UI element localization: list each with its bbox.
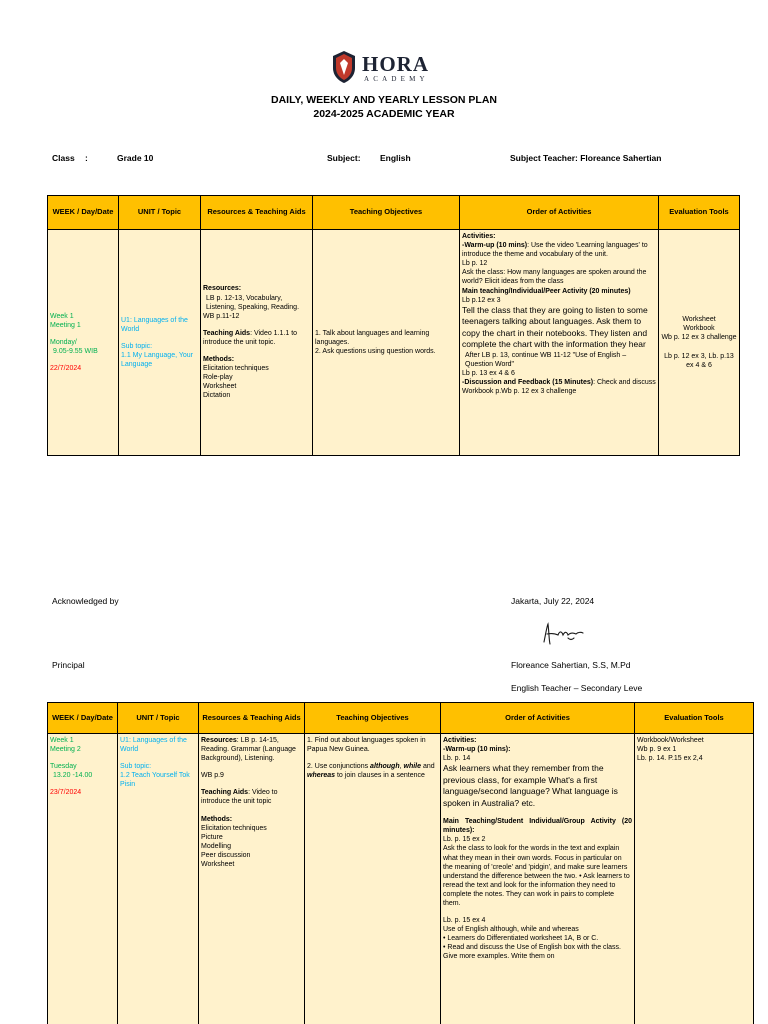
time-label: 13.20 -14.00 — [53, 772, 93, 780]
week-label: Week 1 — [50, 737, 74, 744]
header-week: WEEK / Day/Date — [48, 703, 118, 734]
class-separator: : — [85, 153, 88, 163]
subtopic-label: Sub topic: — [121, 342, 153, 350]
activity-ref: Lb. p. 15 ex 2 — [443, 836, 486, 844]
activity-ref: Lb. p. 15 ex 4 — [443, 917, 486, 925]
resources-text: LB p. 12-13, Vocabulary, Listening, Speaking, Reading. — [206, 294, 300, 311]
teaching-aids-title: Teaching Aids — [203, 329, 251, 337]
method-item: Elicitation techniques — [201, 824, 267, 832]
header-week: WEEK / Day/Date — [48, 196, 119, 230]
brand-subtitle: ACADEMY — [364, 75, 429, 83]
lesson-plan-table-1 — [47, 195, 740, 456]
class-label: Class — [52, 153, 75, 163]
header-activities: Order of Activities — [460, 196, 659, 230]
meeting-label: Meeting 2 — [50, 746, 81, 754]
objectives-cell: 1. Talk about languages and learning languages. 2. Ask questions using question words. — [313, 230, 460, 456]
lesson-plan-table-2 — [47, 702, 754, 1024]
hora-academy-logo — [328, 50, 448, 86]
discussion-title: -Discussion and Feedback (15 Minutes) — [462, 378, 594, 386]
activity-ref: Lb p. 12 — [462, 260, 488, 268]
method-item: Modelling — [201, 842, 231, 850]
activity-ref: Lb. p. 14 — [443, 755, 471, 763]
class-value: Grade 10 — [117, 153, 154, 163]
teacher-role: English Teacher – Secondary Leve — [511, 683, 643, 693]
resources-workbook: WB p.11-12 — [203, 312, 240, 320]
header-objectives: Teaching Objectives — [313, 196, 460, 230]
resources-title: Resources: — [203, 285, 242, 293]
activity-bullet: • Learners do Differentiated worksheet 1A, B or C. — [443, 935, 599, 943]
teaching-aids-text: : Video 1.1.1 to introduce the unit topic. — [203, 329, 298, 346]
discussion-text: : Check and discuss Workbook p.Wb p. 12 ex 3 challenge — [462, 378, 656, 395]
week-label: Week 1 — [50, 312, 74, 320]
header-objectives: Teaching Objectives — [305, 703, 441, 734]
academic-year: 2024-2025 ACADEMIC YEAR — [313, 108, 455, 120]
warmup-text: : Use the video 'Learning languages' to introduce the theme and vocabulary of the unit. — [462, 242, 648, 259]
activities-cell — [460, 230, 659, 456]
method-item: Worksheet — [203, 383, 237, 391]
resources-text: : LB p. 14-15, Reading. Grammar (Language Background), Listening. — [201, 737, 296, 763]
place-date: Jakarta, July 22, 2024 — [511, 596, 595, 606]
warmup-title: -Warm-up (10 mins) — [462, 242, 528, 250]
date-label: 22/7/2024 — [50, 365, 82, 373]
header-evaluation: Evaluation Tools — [635, 703, 754, 734]
acknowledged-label: Acknowledged by — [52, 596, 119, 606]
header-evaluation: Evaluation Tools — [659, 196, 740, 230]
week-date-cell — [48, 230, 119, 456]
objectives-cell — [305, 734, 441, 1024]
method-item: Elicitation techniques — [203, 365, 269, 373]
resources-title: Resources — [201, 737, 237, 744]
activity-bullet: • Read and discuss the Use of English box with the class. Give more examples. Write them on — [443, 944, 621, 961]
header-resources: Resources & Teaching Aids — [199, 703, 305, 734]
unit-title: U1: Languages of the World — [121, 316, 188, 333]
subject-value: English — [380, 153, 411, 163]
method-item: Worksheet — [201, 861, 235, 869]
header-unit: UNIT / Topic — [118, 703, 199, 734]
day-label: Monday/ — [50, 338, 77, 346]
subject-label: Subject: — [327, 153, 361, 163]
time-label: 9.05-9.55 WIB — [53, 348, 98, 356]
week-date-cell — [48, 734, 118, 1024]
subtopic-title: 1.2 Teach Yourself Tok Pisin — [120, 772, 190, 789]
activities-title: Activities: — [462, 233, 496, 240]
use-of-english: Use of English although, while and whereas — [443, 926, 579, 934]
activity-ref: Lb p. 13 ex 4 & 6 — [462, 369, 515, 377]
subtopic-label: Sub topic: — [120, 763, 152, 771]
methods-title: Methods: — [203, 356, 235, 364]
activity-ask: Ask the class: How many languages are spoken around the world? Elicit ideas from the class — [462, 269, 647, 286]
method-item: Role-play — [203, 374, 233, 382]
method-item: Picture — [201, 833, 223, 841]
day-label: Tuesday — [50, 763, 77, 771]
resources-cell — [201, 230, 313, 456]
main-activity-title: Main Teaching/Student Individual/Group Activity (20 minutes): — [443, 818, 632, 835]
subject-teacher: Subject Teacher: Floreance Sahertian — [510, 153, 662, 163]
method-item: Dictation — [203, 392, 231, 400]
unit-topic-cell — [119, 230, 201, 456]
unit-title: U1: Languages of the World — [120, 737, 187, 754]
warmup-title: -Warm-up (10 mins): — [443, 746, 511, 754]
meeting-label: Meeting 1 — [50, 321, 81, 329]
brand-name: HORA — [362, 52, 429, 76]
resources-workbook: WB p.9 — [201, 772, 224, 780]
resources-cell — [199, 734, 305, 1024]
header-resources: Resources & Teaching Aids — [201, 196, 313, 230]
teacher-name: Floreance Sahertian, S.S, M.Pd — [511, 660, 631, 670]
activity-ref: Lb p.12 ex 3 — [462, 296, 501, 304]
objective-2: 2. Use conjunctions although, while and whereas to join clauses in a sentence — [307, 763, 435, 780]
main-activity-text: Tell the class that they are going to listen to some teenagers talking about languages. Ask them to copy the chart in their notebooks. They listen and complete the chart with the information they hear — [462, 304, 648, 350]
teaching-aids-title: Teaching Aids — [201, 789, 249, 797]
header-activities: Order of Activities — [441, 703, 635, 734]
main-activity-title: Main teaching/Individual/Peer Activity (20 minutes) — [462, 287, 631, 295]
evaluation-cell: Worksheet Workbook Wb p. 12 ex 3 challenge Lb p. 12 ex 3, Lb. p.13 ex 4 & 6 — [659, 230, 740, 456]
activities-title: Activities: — [443, 737, 477, 744]
subtopic-title: 1.1 My Language, Your Language — [121, 352, 194, 369]
document-title: DAILY, WEEKLY AND YEARLY LESSON PLAN — [270, 94, 497, 106]
evaluation-cell: Workbook/Worksheet Wb p. 9 ex 1 Lb. p. 14. P.15 ex 2,4 — [635, 734, 754, 1024]
objective-1: 1. Find out about languages spoken in Papua New Guinea. — [307, 737, 426, 754]
main-activity-text: Ask the class to look for the words in the text and explain what they mean in their own words. Focus in particular on the meaning of 'creole' and 'pidgin', and make sure learners understand the difference between the two. • Ask learners to reread the text and look for the information they need to complete the notes. They can work in pairs to complete them. — [443, 845, 630, 907]
principal-label: Principal — [52, 660, 85, 670]
methods-title: Methods: — [201, 815, 233, 823]
signature-image — [538, 620, 586, 648]
activities-cell — [441, 734, 635, 1024]
method-item: Peer discussion — [201, 851, 251, 859]
shield-icon — [332, 50, 356, 84]
teaching-aids-text: : Video to introduce the unit topic — [201, 789, 278, 806]
activity-ask: Ask learners what they remember from the previous class, for example What's a first language/second language? What language is spoken in Australia? etc. — [443, 763, 618, 808]
header-unit: UNIT / Topic — [119, 196, 201, 230]
date-label: 23/7/2024 — [50, 789, 82, 797]
unit-topic-cell — [118, 734, 199, 1024]
activity-after: After LB p. 13, continue WB 11-12 "Use of English – Question Word" — [465, 351, 627, 368]
